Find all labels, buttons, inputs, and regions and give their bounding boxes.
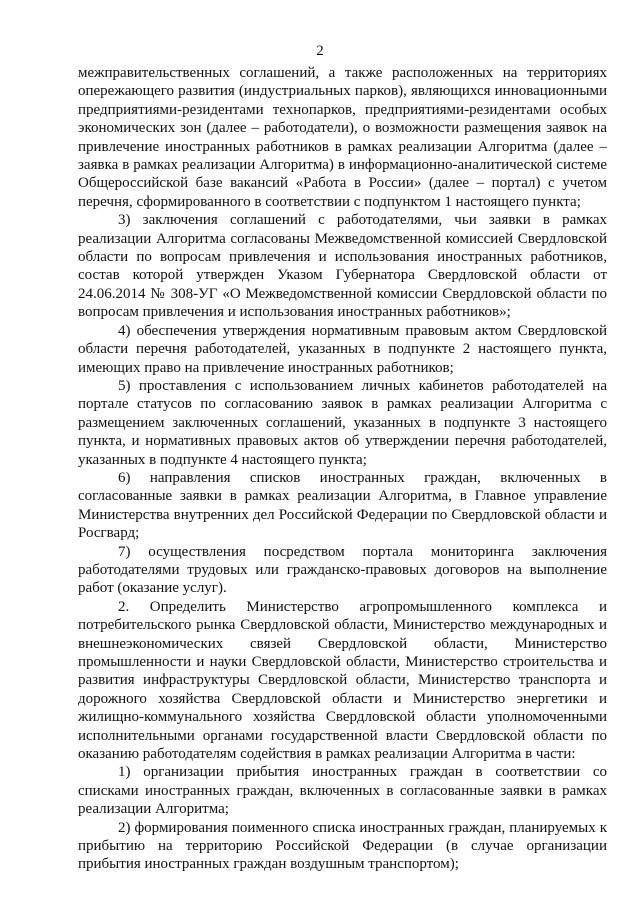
paragraph-continuation: межправительственных соглашений, а также расположенных на территориях опережающего развития (индустриальных парков), являющихся инновационными предприятиями-резидентами технопарков, предприятиями-резидентами особых экономических зон (далее – работодатели), о возможности размещения заявок на привлечение иностранных работников в рамках реализации Алгоритма (далее – заявка в рамках реализации Алгоритма) в информационно-аналитической системе Общероссийской базе вакансий «Работа в России» (далее – портал) с учетом перечня, сформированного в соответствии с подпунктом 1 настоящего пункта;	[78, 65, 607, 210]
paragraph-item-6: 6) направления списков иностранных граждан, включенных в согласованные заявки в рамках реализации Алгоритма, в Главное управление Министерства внутренних дел Российской Федерации по Свердловской области и Росгвард;	[78, 469, 607, 542]
paragraph-item-3: 3) заключения соглашений с работодателями, чьи заявки в рамках реализации Алгоритма согласованы Межведомственной комиссией Свердловской области по вопросам привлечения и использования иностранных работников, состав которой утвержден Указом Губернатора Свердловской области от 24.06.2014 № 308-УГ «О Межведомственной комиссии Свердловской области по вопросам привлечения и использования иностранных работников»;	[78, 212, 607, 321]
page-number: 2	[316, 43, 324, 59]
paragraph-subitem-2: 2) формирования поименного списка иностранных граждан, планируемых к прибытию на территорию Российской Федерации (в случае организации прибытия иностранных граждан воздушным транспортом);	[78, 819, 607, 873]
paragraph-item-4: 4) обеспечения утверждения нормативным правовым актом Свердловской области перечня работодателей, указанных в подпункте 2 настоящего пункта, имеющих право на привлечение иностранных работников;	[78, 322, 607, 376]
paragraph-section-2: 2. Определить Министерство агропромышленного комплекса и потребительского рынка Свердловской области, Министерство международных и внешнеэкономических связей Свердловской области, Министерство промышленности и науки Свердловской области, Министерство строительства и развития инфраструктуры Свердловской области, Министерство транспорта и дорожного хозяйства Свердловской области и Министерство энергетики и жилищно-коммунального хозяйства Свердловской области уполномоченными исполнительными органами государственной власти Свердловской области по оказанию работодателям содействия в рамках реализации Алгоритма в части:	[78, 598, 607, 763]
paragraph-item-5: 5) проставления с использованием личных кабинетов работодателей на портале статусов по согласованию заявок в рамках реализации Алгоритма с размещением заключенных соглашений, указанных в подпункте 3 настоящего пункта, и нормативных правовых актов об утверждении перечня работодателей, указанных в подпункте 4 настоящего пункта;	[78, 377, 607, 468]
paragraph-item-7: 7) осуществления посредством портала мониторинга заключения работодателями трудовых или гражданско-правовых договоров на выполнение работ (оказание услуг).	[78, 543, 607, 597]
paragraph-subitem-1: 1) организации прибытия иностранных граждан в соответствии со списками иностранных граждан, включенных в согласованные заявки в рамках реализации Алгоритма;	[78, 764, 607, 818]
document-body	[78, 64, 607, 874]
